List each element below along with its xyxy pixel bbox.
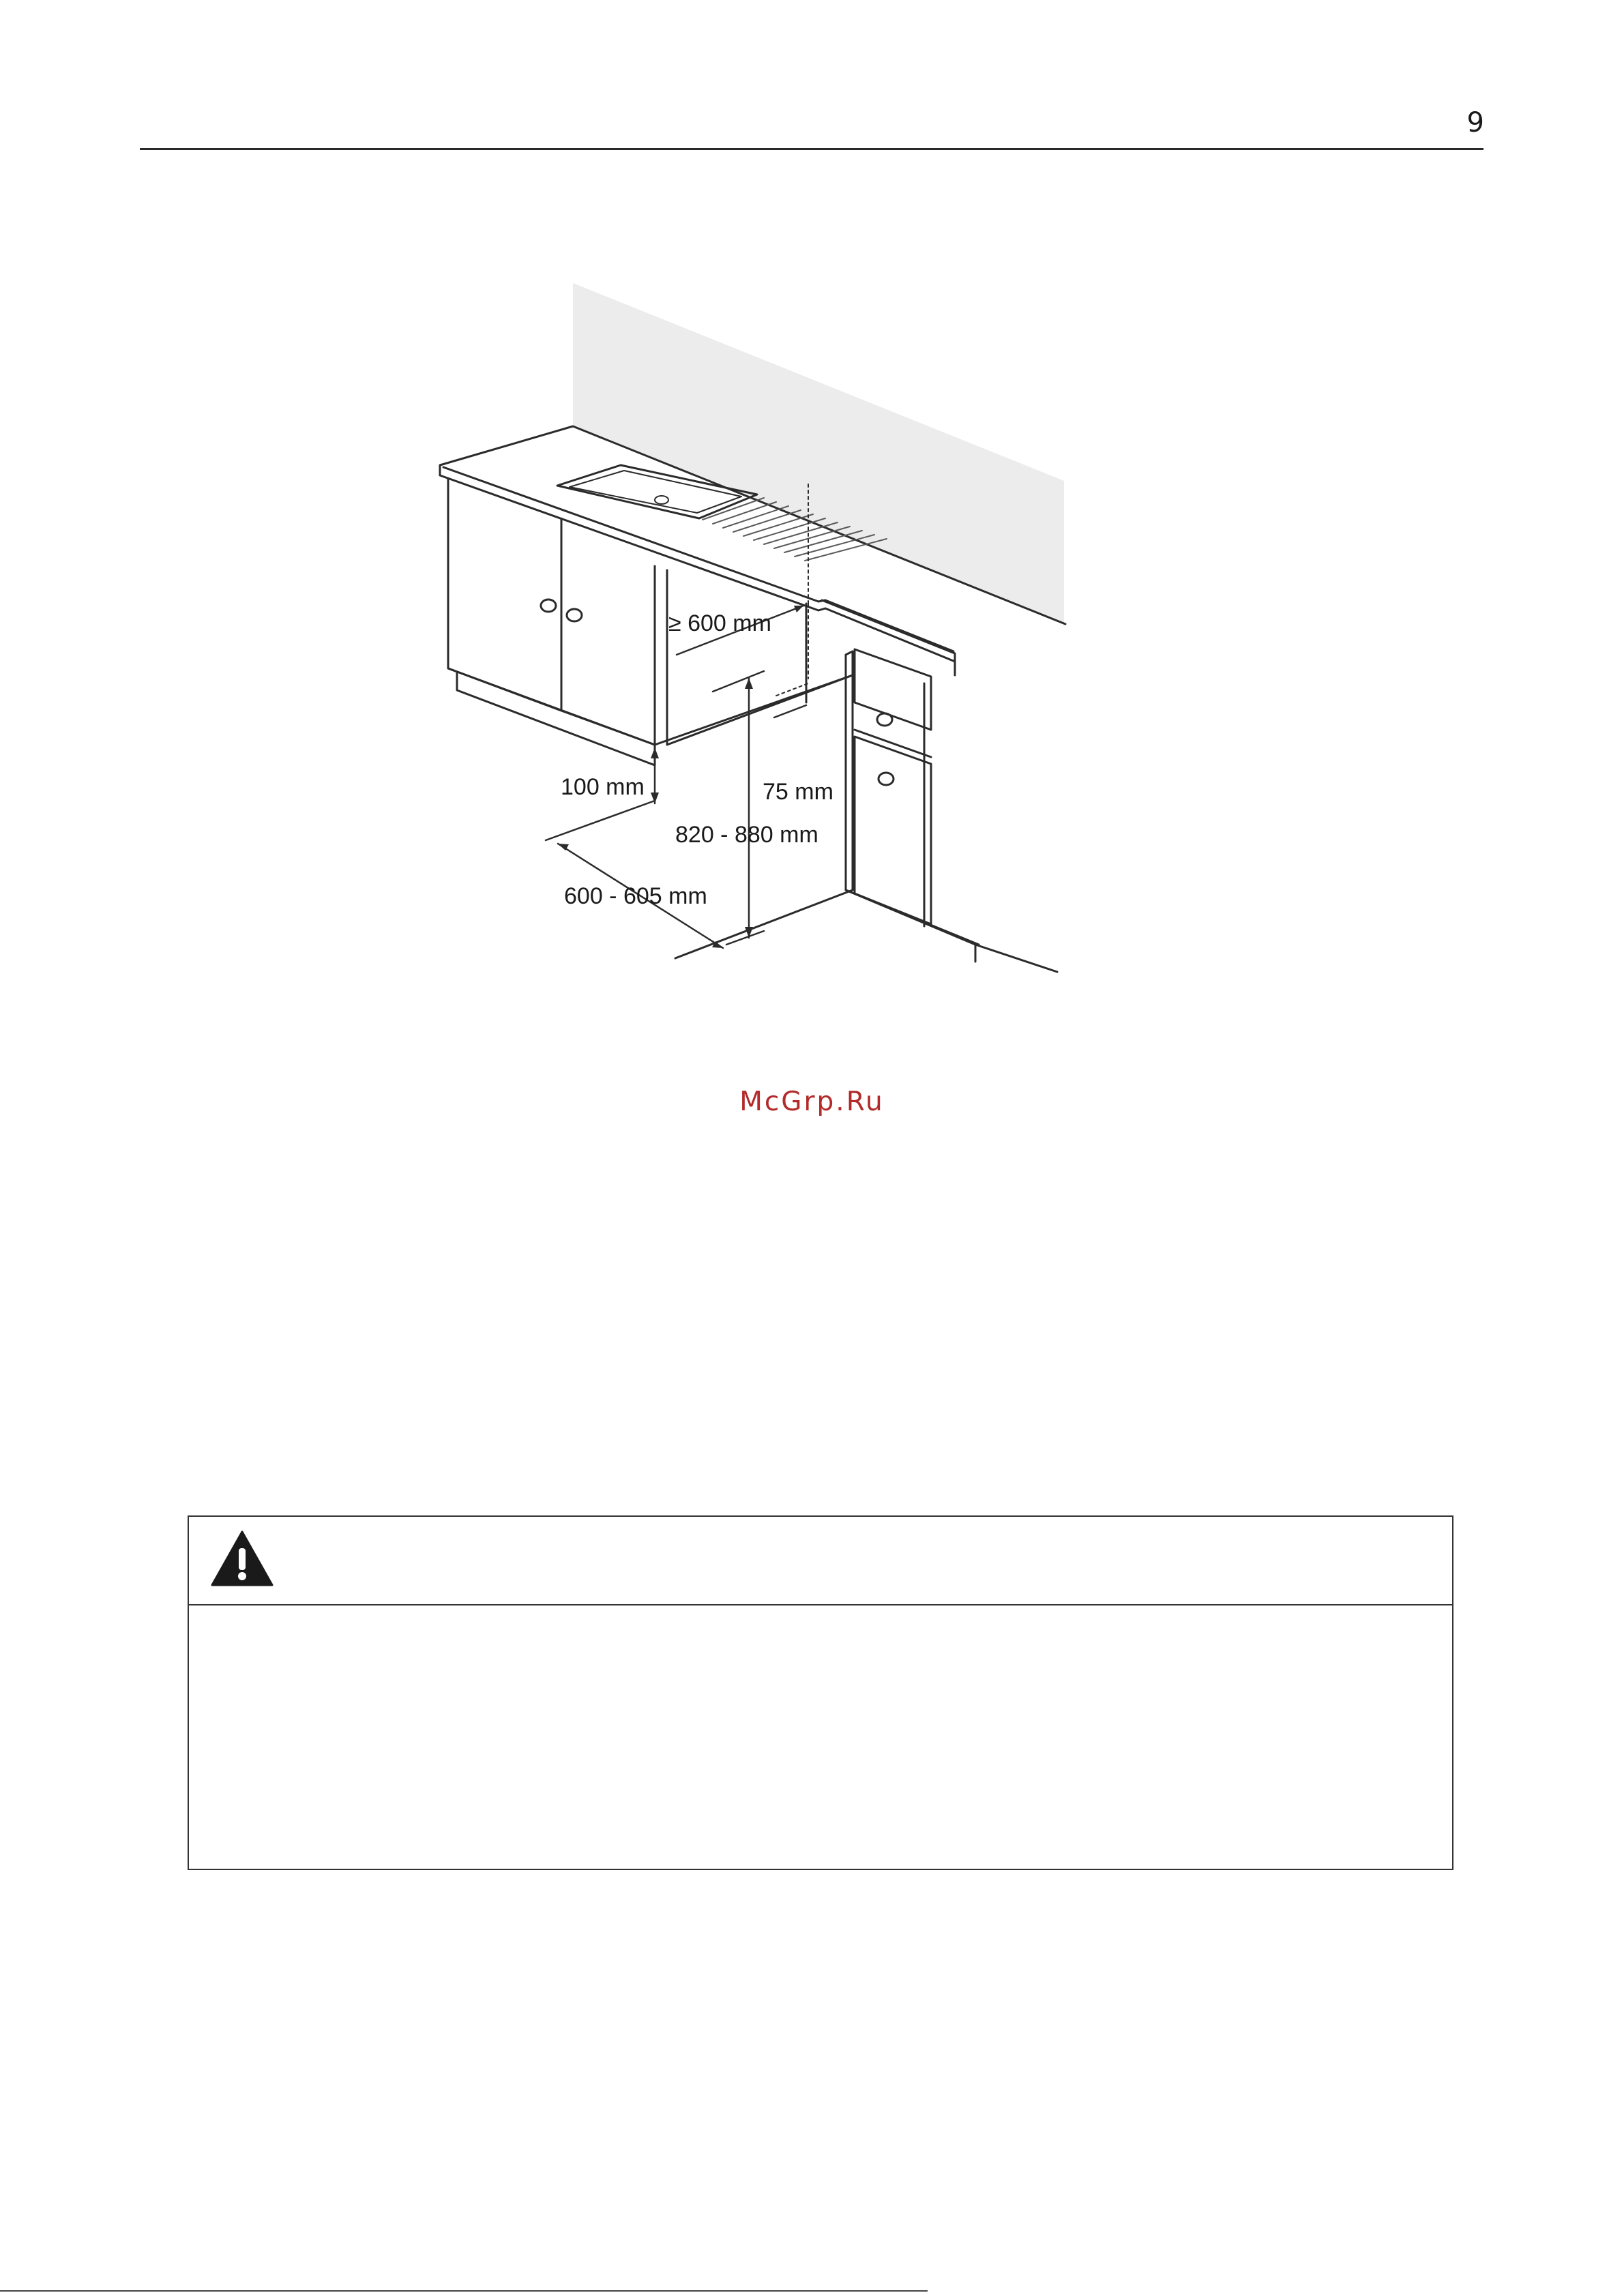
warning-body [189,1605,1452,1870]
header-rule [140,148,1483,150]
label-wall-clearance: ≥ 600 mm [668,610,771,636]
warning-triangle-icon [211,1530,274,1586]
knob-right [567,609,582,621]
label-height: 820 - 880 mm [675,822,818,848]
knob-drawer-top [877,713,892,726]
footer-rule [0,2290,928,2292]
installation-diagram-svg [382,259,1132,996]
drawer-bottom [855,737,931,924]
knob-drawer-bottom [879,773,894,785]
warning-box [188,1515,1453,1870]
right-cabinet [846,651,979,945]
knob-left [541,599,556,612]
warning-header [189,1517,1452,1605]
label-gap: 75 mm [763,779,833,805]
page-number: 9 [1466,107,1484,138]
watermark: McGrp.Ru [739,1086,885,1117]
dishwasher-niche [667,627,853,745]
dim-gap [774,705,806,717]
installation-diagram [382,259,1132,996]
label-plinth: 100 mm [561,774,645,800]
label-depth: 600 - 605 mm [564,883,707,909]
